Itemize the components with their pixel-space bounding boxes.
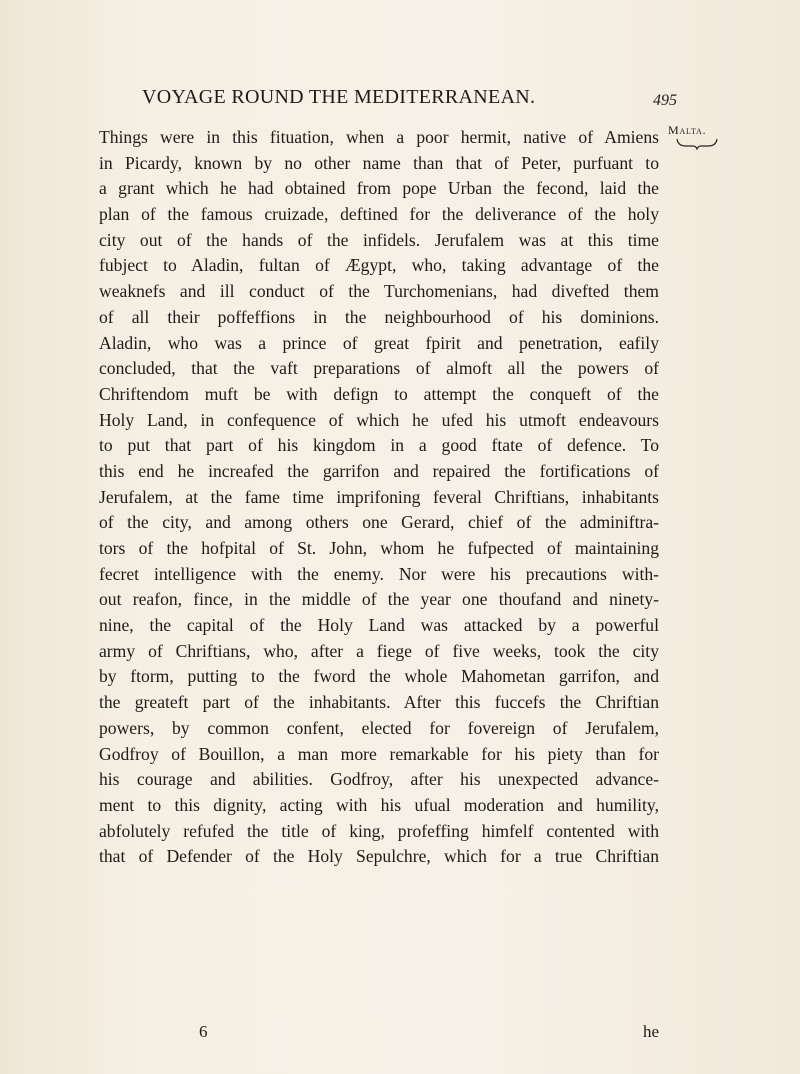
page-number: 495 — [653, 92, 677, 109]
text-line: Godfroy of Bouillon, a man more remarkable for his piety than for — [99, 743, 659, 764]
text-line: by ftorm, putting to the fword the whole Mahometan garrifon, and — [99, 666, 659, 687]
text-line: Holy Land, in confequence of which he ufed his utmoft endeavours — [99, 409, 659, 430]
text-line: Aladin, who was a prince of great fpirit and penetration, eafily — [99, 332, 659, 353]
text-line: in Picardy, known by no other name than that of Peter, purfuant to — [99, 152, 659, 173]
text-line: Chriftendom muft be with defign to attempt the conqueft of the — [99, 383, 659, 404]
text-line: of all their poffeffions in the neighbourhood of his dominions. — [99, 306, 659, 327]
text-line: to put that part of his kingdom in a good ftate of defence. To — [99, 435, 659, 456]
text-line: abfolutely refufed the title of king, profeffing himfelf contented with — [99, 820, 659, 841]
text-line: of the city, and among others one Gerard, chief of the adminiftra- — [99, 512, 659, 533]
text-line: plan of the famous cruizade, deftined for the deliverance of the holy — [99, 204, 659, 225]
text-line: a grant which he had obtained from pope Urban the fecond, laid the — [99, 178, 659, 199]
text-line: Jerufalem, at the fame time imprifoning feveral Chriftians, inhabitants — [99, 486, 659, 507]
text-line: the greateft part of the inhabitants. After this fuccefs the Chriftian — [99, 692, 659, 713]
text-line: concluded, that the vaft preparations of almoft all the powers of — [99, 358, 659, 379]
signature-mark: 6 — [199, 1022, 208, 1041]
text-line: tors of the hofpital of St. John, whom he fufpected of maintaining — [99, 538, 659, 558]
text-line: city out of the hands of the infidels. Jerufalem was at this time — [99, 229, 659, 250]
text-line: fecret intelligence with the enemy. Nor were his precautions with- — [99, 563, 659, 584]
text-line: that of Defender of the Holy Sepulchre, which for a true Chriftian — [99, 846, 659, 867]
text-line: Things were in this fituation, when a poor hermit, native of Amiens — [99, 127, 659, 147]
margin-note: Malta. — [668, 123, 707, 137]
text-line: weaknefs and ill conduct of the Turchomenians, had divefted them — [99, 281, 659, 302]
text-line: nine, the capital of the Holy Land was attacked by a powerful — [99, 615, 659, 636]
text-line: ment to this dignity, acting with his ufual moderation and humility, — [99, 794, 659, 815]
text-line: army of Chriftians, who, after a fiege of five weeks, took the city — [99, 640, 659, 661]
catchword: he — [642, 1022, 659, 1041]
page-footer — [99, 1022, 659, 1046]
text-line: powers, by common confent, elected for fovereign of Jerufalem, — [99, 717, 659, 738]
text-line: this end he increafed the garrifon and repaired the fortifications of — [99, 460, 659, 481]
text-line: his courage and abilities. Godfroy, after his unexpected advance- — [99, 769, 659, 790]
body-text — [99, 125, 659, 870]
text-line: fubject to Aladin, fultan of Ægypt, who, taking advantage of the — [99, 255, 659, 276]
text-line: out reafon, fince, in the middle of the year one thoufand and ninety- — [99, 589, 659, 610]
margin-bracket-icon — [676, 138, 718, 150]
running-head: VOYAGE ROUND THE MEDITERRANEAN. — [142, 86, 536, 108]
